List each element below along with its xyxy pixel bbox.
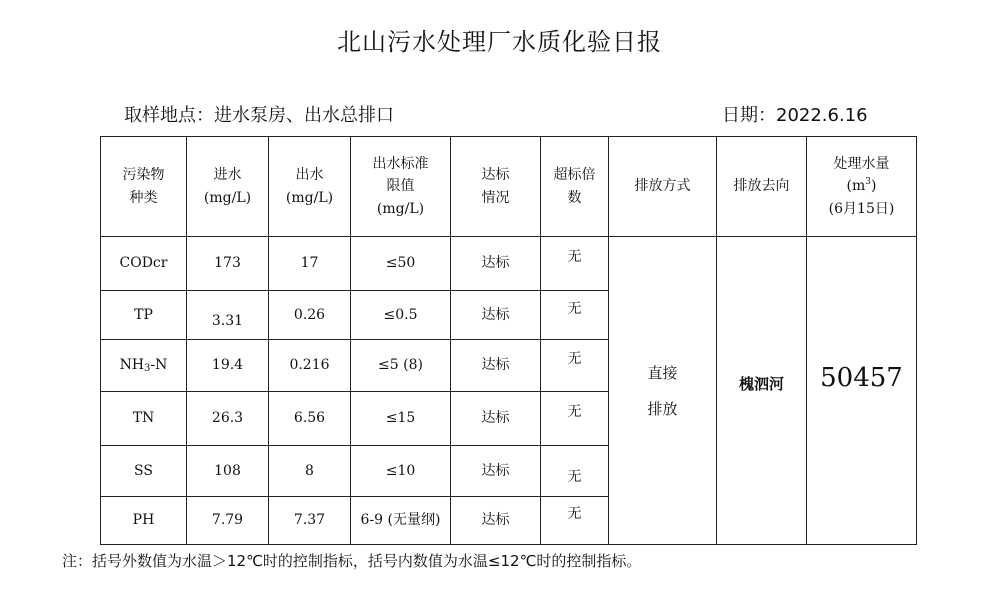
outflow-cell: 8 bbox=[269, 446, 351, 497]
limit-cell: ≤50 bbox=[351, 237, 451, 291]
outflow-cell: 6.56 bbox=[269, 392, 351, 446]
pollutant-cell: SS bbox=[101, 446, 187, 497]
exceed-cell: 无 bbox=[541, 291, 609, 340]
inflow-cell: 26.3 bbox=[187, 392, 269, 446]
discharge-direction-cell: 槐泗河 bbox=[717, 237, 807, 545]
outflow-cell: 0.26 bbox=[269, 291, 351, 340]
header-outflow: 出水 (mg/L) bbox=[269, 137, 351, 237]
limit-cell: ≤15 bbox=[351, 392, 451, 446]
report-title: 北山污水处理厂水质化验日报 bbox=[337, 28, 662, 56]
limit-cell: ≤10 bbox=[351, 446, 451, 497]
footnote: 注：括号外数值为水温＞12℃时的控制指标，括号内数值为水温≤12℃时的控制指标。 bbox=[62, 552, 642, 570]
status-cell: 达标 bbox=[451, 497, 541, 545]
status-cell: 达标 bbox=[451, 237, 541, 291]
outflow-cell: 0.216 bbox=[269, 340, 351, 392]
status-cell: 达标 bbox=[451, 446, 541, 497]
pollutant-cell: CODcr bbox=[101, 237, 187, 291]
exceed-cell: 无 bbox=[541, 446, 609, 497]
limit-cell: ≤5 (8) bbox=[351, 340, 451, 392]
exceed-cell: 无 bbox=[541, 392, 609, 446]
status-cell: 达标 bbox=[451, 340, 541, 392]
status-cell: 达标 bbox=[451, 392, 541, 446]
header-volume: 处理水量 $(m^3)$ (6月15日) bbox=[807, 137, 917, 237]
inflow-cell: 108 bbox=[187, 446, 269, 497]
header-row bbox=[101, 137, 917, 237]
exceed-cell: 无 bbox=[541, 340, 609, 392]
pollutant-cell: $NH_3-N$ bbox=[101, 340, 187, 392]
treated-volume-cell: 50457 bbox=[807, 237, 917, 545]
header-method: 排放方式 bbox=[609, 137, 717, 237]
limit-cell: ≤0.5 bbox=[351, 291, 451, 340]
header-limit: 出水标准 限值 (mg/L) bbox=[351, 137, 451, 237]
exceed-cell: 无 bbox=[541, 497, 609, 545]
exceed-cell: 无 bbox=[541, 237, 609, 291]
header-inflow: 进水 (mg/L) bbox=[187, 137, 269, 237]
status-cell: 达标 bbox=[451, 291, 541, 340]
inflow-cell: 7.79 bbox=[187, 497, 269, 545]
inflow-cell: 3.31 bbox=[187, 291, 269, 340]
header-pollutant: 污染物 种类 bbox=[101, 137, 187, 237]
limit-cell: 6-9 (无量纲) bbox=[351, 497, 451, 545]
report-date: 日期：2022.6.16 bbox=[722, 105, 868, 126]
header-status: 达标 情况 bbox=[451, 137, 541, 237]
water-quality-table bbox=[100, 136, 917, 545]
header-exceed: 超标倍 数 bbox=[541, 137, 609, 237]
header-direction: 排放去向 bbox=[717, 137, 807, 237]
inflow-cell: 19.4 bbox=[187, 340, 269, 392]
inflow-cell: 173 bbox=[187, 237, 269, 291]
pollutant-cell: TN bbox=[101, 392, 187, 446]
table-row bbox=[101, 237, 917, 291]
pollutant-cell: TP bbox=[101, 291, 187, 340]
pollutant-cell: PH bbox=[101, 497, 187, 545]
sampling-location: 取样地点：进水泵房、出水总排口 bbox=[124, 105, 394, 126]
outflow-cell: 7.37 bbox=[269, 497, 351, 545]
discharge-method-cell: 直接 排放 bbox=[609, 237, 717, 545]
outflow-cell: 17 bbox=[269, 237, 351, 291]
